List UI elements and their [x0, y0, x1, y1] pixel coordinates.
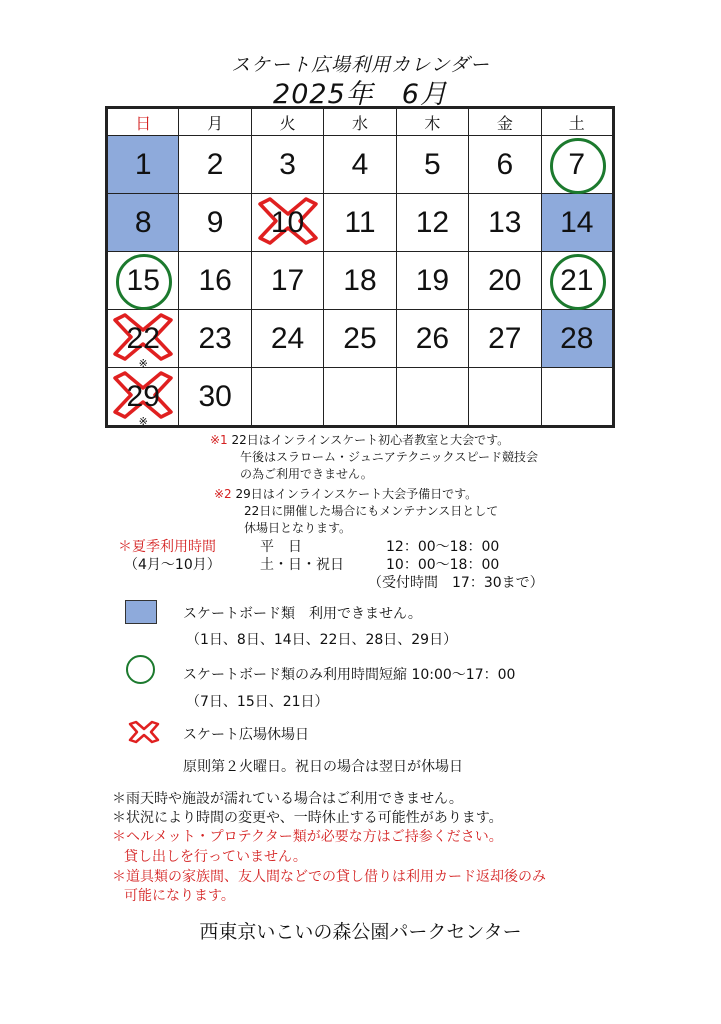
day-number: 4	[351, 147, 369, 181]
weekday-mon: 月	[179, 108, 251, 136]
calendar-day-23	[179, 310, 251, 368]
day-number: 2	[206, 147, 224, 181]
day-number: 6	[496, 147, 514, 181]
calendar-month: 2025年 6月	[273, 79, 448, 110]
calendar-day-19	[396, 252, 468, 310]
day-number: 10	[270, 205, 305, 239]
note-rain: ＊雨天時や施設が濡れている場合はご利用できません。	[112, 791, 463, 807]
calendar-grid	[105, 106, 615, 428]
calendar-week-row	[107, 310, 614, 368]
note-lending-2: 可能になります。	[124, 888, 235, 904]
calendar-day-28	[541, 310, 613, 368]
note-schedule-change: ＊状況により時間の変更や、一時休止する可能性があります。	[112, 810, 503, 826]
calendar-day-29	[107, 368, 179, 427]
calendar-day-21	[541, 252, 613, 310]
calendar-week-row	[107, 368, 614, 427]
calendar-day-13	[469, 194, 541, 252]
calendar-day-4	[324, 136, 396, 194]
day-number: 3	[279, 147, 296, 181]
note-mark: ※	[138, 416, 148, 428]
calendar-day-11	[324, 194, 396, 252]
day-number: 15	[126, 263, 160, 297]
calendar-day-15	[107, 252, 179, 310]
note-2-line2: 22日に開催した場合にもメンテナンス日として	[244, 504, 499, 518]
legend-circle-text: スケートボード類のみ利用時間短縮 10:00〜17：00	[183, 667, 516, 683]
weekday-time: 12：00〜18：00	[386, 539, 500, 555]
calendar-week-row	[107, 136, 614, 194]
calendar-day-27	[469, 310, 541, 368]
note-2-line1: 29日はインラインスケート大会予備日です。	[235, 487, 478, 501]
calendar-day-20	[469, 252, 541, 310]
calendar-week-row	[107, 252, 614, 310]
day-number: 11	[344, 205, 376, 239]
calendar-day-2	[179, 136, 251, 194]
legend-cross-icon	[128, 720, 160, 744]
calendar-day-7	[541, 136, 613, 194]
calendar-day-9	[179, 194, 251, 252]
calendar-empty-cell	[324, 368, 396, 427]
calendar-day-22	[107, 310, 179, 368]
calendar-day-1	[107, 136, 179, 194]
legend-circle-icon	[126, 655, 155, 684]
day-number: 29	[126, 379, 160, 413]
note-2-line3: 休場日となります。	[244, 521, 352, 535]
calendar-day-30	[179, 368, 251, 427]
summer-period: （4月〜10月）	[124, 557, 221, 573]
calendar-day-10	[251, 194, 323, 252]
calendar-day-12	[396, 194, 468, 252]
note-1-mark: ※1	[210, 433, 228, 447]
calendar-empty-cell	[541, 368, 613, 427]
calendar-day-25	[324, 310, 396, 368]
reception-time: （受付時間 17：30まで）	[368, 575, 544, 591]
day-number: 21	[560, 263, 594, 297]
calendar-day-6	[469, 136, 541, 194]
calendar-title: スケート広場利用カレンダー	[231, 54, 490, 76]
day-number: 26	[415, 321, 450, 355]
legend-cross-rule: 原則第２火曜日。祝日の場合は翌日が休場日	[183, 759, 463, 775]
weekday-header-row	[107, 108, 614, 136]
note-helmet-2: 貸し出しを行っていません。	[124, 849, 307, 865]
calendar-day-3	[251, 136, 323, 194]
legend-cross-text: スケート広場休場日	[183, 727, 309, 743]
day-number: 14	[560, 205, 594, 239]
note-2	[214, 486, 477, 503]
day-number: 9	[206, 205, 224, 239]
footer-org-name: 西東京いこいの森公園パークセンター	[199, 921, 522, 943]
weekday-fri: 金	[469, 108, 541, 136]
day-number: 13	[488, 205, 522, 239]
calendar-empty-cell	[469, 368, 541, 427]
note-1-line1: 22日はインラインスケート初心者教室と大会です。	[231, 433, 510, 447]
calendar-day-17	[251, 252, 323, 310]
calendar-day-5	[396, 136, 468, 194]
note-1	[210, 432, 509, 449]
weekday-label: 平 日	[260, 539, 302, 555]
calendar-day-14	[541, 194, 613, 252]
weekday-sat: 土	[541, 108, 613, 136]
calendar-empty-cell	[251, 368, 323, 427]
legend-circle-days: （7日、15日、21日）	[186, 694, 329, 710]
day-number: 30	[198, 379, 232, 413]
day-number: 20	[488, 263, 522, 297]
weekday-sun: 日	[107, 108, 179, 136]
day-number: 12	[415, 205, 450, 239]
day-number: 1	[134, 147, 152, 181]
weekday-tue: 火	[251, 108, 323, 136]
calendar-empty-cell	[396, 368, 468, 427]
day-number: 8	[134, 205, 152, 239]
day-number: 24	[270, 321, 305, 355]
holiday-time: 10：00〜18：00	[386, 557, 500, 573]
legend-blue-swatch	[125, 600, 157, 624]
day-number: 17	[270, 263, 305, 297]
day-number: 16	[198, 263, 232, 297]
summer-hours-label: ＊夏季利用時間	[118, 539, 216, 555]
weekday-thu: 木	[396, 108, 468, 136]
weekday-wed: 水	[324, 108, 396, 136]
legend-blue-days: （1日、8日、14日、22日、28日、29日）	[186, 632, 458, 648]
note-mark: ※	[138, 358, 148, 370]
calendar-day-8	[107, 194, 179, 252]
day-number: 22	[126, 321, 160, 355]
note-2-mark: ※2	[214, 487, 232, 501]
holiday-label: 土・日・祝日	[260, 557, 344, 573]
day-number: 7	[568, 147, 586, 181]
day-number: 25	[343, 321, 377, 355]
calendar-day-18	[324, 252, 396, 310]
legend-blue-text: スケートボード類 利用できません。	[183, 606, 422, 622]
day-number: 28	[560, 321, 594, 355]
note-lending: ＊道具類の家族間、友人間などでの貸し借りは利用カード返却後のみ	[112, 869, 546, 885]
day-number: 27	[488, 321, 522, 355]
calendar-day-26	[396, 310, 468, 368]
calendar-day-16	[179, 252, 251, 310]
day-number: 5	[424, 147, 441, 181]
note-helmet: ＊ヘルメット・プロテクター類が必要な方はご持参ください。	[112, 829, 503, 845]
day-number: 18	[343, 263, 377, 297]
day-number: 23	[198, 321, 232, 355]
calendar-day-24	[251, 310, 323, 368]
note-1-line2: 午後はスラローム・ジュニアテクニックスピード競技会	[240, 450, 538, 464]
day-number: 19	[415, 263, 450, 297]
calendar-week-row	[107, 194, 614, 252]
note-1-line3: の為ご利用できません。	[240, 467, 373, 481]
